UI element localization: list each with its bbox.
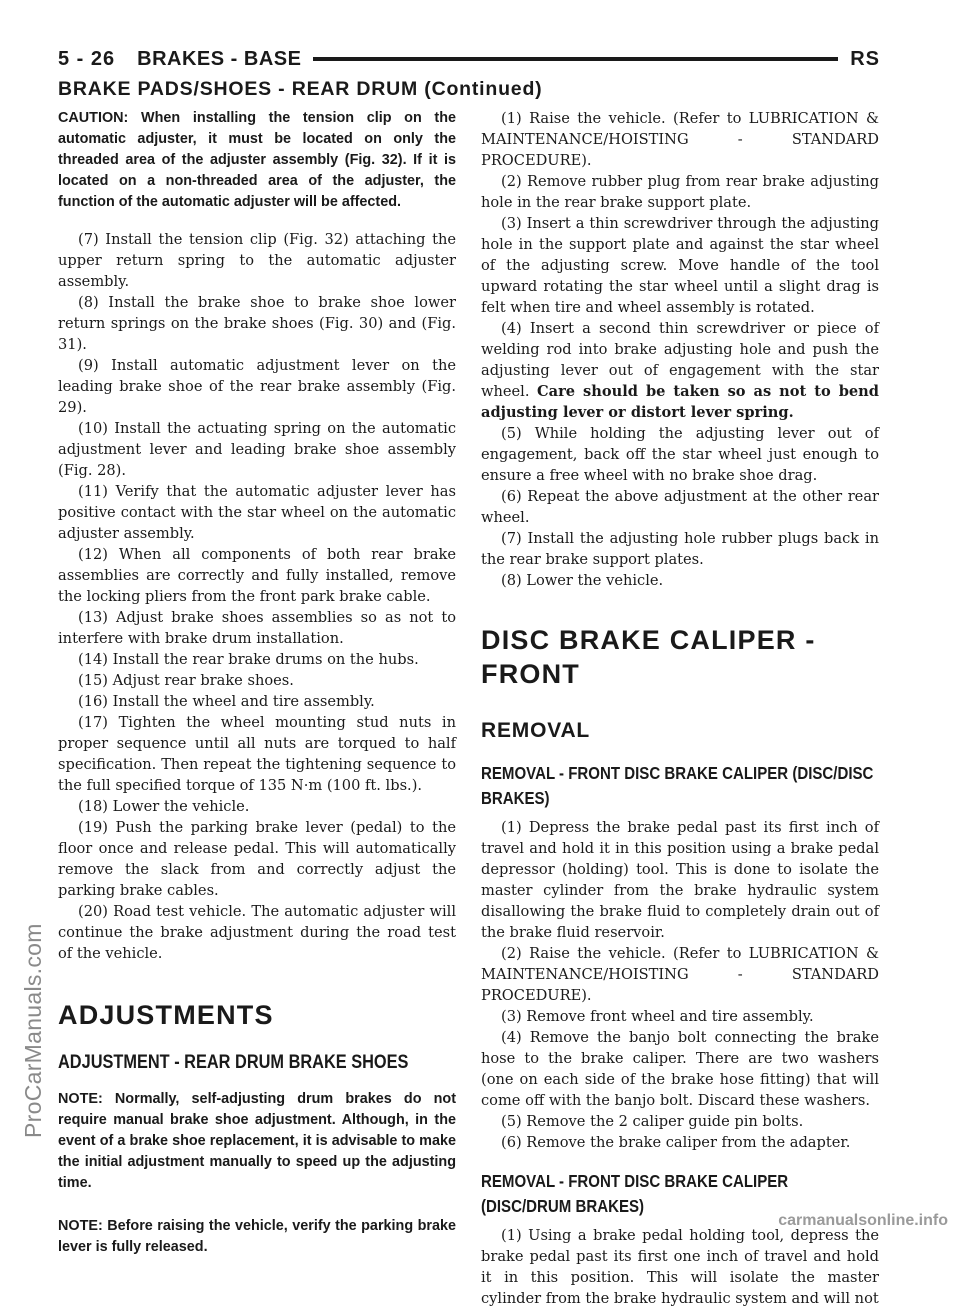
install-step: (7) Install the tension clip (Fig. 32) attaching the upper return spring to the automatic adjuster assembly. [58, 231, 456, 290]
install-step: (19) Push the parking brake lever (pedal) to the floor once and release pedal. This will automatically remove the slack from and correctly adjust the parking brake cables. [58, 819, 456, 899]
install-step: (13) Adjust brake shoes assemblies so as not to interfere with brake drum installation. [58, 609, 456, 647]
removal-step: (2) Raise the vehicle. (Refer to LUBRICATION & MAINTENANCE/HOISTING - STANDARD PROCEDURE). [481, 945, 879, 1004]
install-step: (18) Lower the vehicle. [78, 798, 250, 815]
adjust-step: (7) Install the adjusting hole rubber plugs back in the rear brake support plates. [481, 530, 879, 568]
adjust-step: (6) Repeat the above adjustment at the other rear wheel. [481, 488, 879, 526]
section-name: BRAKES - BASE [137, 47, 302, 70]
install-step: (15) Adjust rear brake shoes. [78, 672, 294, 689]
model-code: RS [850, 47, 880, 70]
removal-step: (5) Remove the 2 caliper guide pin bolts. [501, 1113, 804, 1130]
adjust-step: (3) Insert a thin screwdriver through the adjusting hole in the support plate and against the star wheel of the adjusting screw. Move handle of the tool upward rotating the star wheel until a slight drag is felt when tire and wheel assembly is rotated. [481, 215, 879, 316]
left-column [58, 108, 456, 1280]
removal-heading: REMOVAL [481, 719, 591, 742]
install-step: (12) When all components of both rear brake assemblies are correctly and fully installed, remove the locking pliers from the front park brake cable. [58, 546, 456, 605]
adjust-step-4-text: (4) Insert a second thin screwdriver or piece of welding rod into brake adjusting hole and push the adjusting lever out of engagement with the star wheel. [481, 320, 879, 400]
removal-step: (1) Using a brake pedal holding tool, depress the brake pedal past its first one inch of travel and hold it in this position. This will isolate the master cylinder from the brake hydraulic system and will not [481, 1227, 879, 1307]
adjust-step: (8) Lower the vehicle. [501, 572, 664, 589]
removal-step: (4) Remove the banjo bolt connecting the brake hose to the brake caliper. There are two washers (one on each side of the brake hose fitting) that will come off with the banjo bolt. Discard these washers. [481, 1029, 879, 1109]
adjust-step: (1) Raise the vehicle. (Refer to LUBRICATION & MAINTENANCE/HOISTING - STANDARD PROCEDURE). [481, 110, 879, 169]
adjustment-subheading: ADJUSTMENT - REAR DRUM BRAKE SHOES [58, 1052, 409, 1073]
install-step: (20) Road test vehicle. The automatic adjuster will continue the brake adjustment during the road test of the vehicle. [58, 903, 456, 962]
removal-disc-disc-heading: REMOVAL - FRONT DISC BRAKE CALIPER (DISC/DISC BRAKES) [481, 763, 874, 808]
caution-text: CAUTION: When installing the tension clip on the automatic adjuster, it must be located on only the threaded area of the adjuster assembly (Fig. 32). If it is located on a non-threaded area of the adjuster, the function of the automatic adjuster will be affected. [58, 110, 456, 210]
install-step: (17) Tighten the wheel mounting stud nuts in proper sequence until all nuts are torqued to half specification. Then repeat the tightening sequence to the full specified torque of 135 N·m (100 ft. lbs.). [58, 714, 456, 794]
install-step: (11) Verify that the automatic adjuster lever has positive contact with the star wheel on the automatic adjuster assembly. [58, 483, 456, 542]
disc-brake-caliper-heading: DISC BRAKE CALIPER - FRONT [481, 625, 816, 689]
adjust-step-4 [481, 318, 879, 423]
install-step: (14) Install the rear brake drums on the hubs. [78, 651, 419, 668]
page-header [58, 42, 880, 76]
adjustments-heading: ADJUSTMENTS [58, 1000, 274, 1030]
install-step: (16) Install the wheel and tire assembly. [78, 693, 375, 710]
header-rule [313, 57, 838, 61]
adjust-step: (2) Remove rubber plug from rear brake adjusting hole in the rear brake support plate. [481, 173, 879, 211]
page-number: 5 - 26 [58, 47, 116, 70]
install-step: (10) Install the actuating spring on the automatic adjustment lever and leading brake shoe assembly (Fig. 28). [58, 420, 456, 479]
install-step: (8) Install the brake shoe to brake shoe lower return springs on the brake shoes (Fig. 30) and (Fig. 31). [58, 294, 456, 353]
note-parking-brake: NOTE: Before raising the vehicle, verify the parking brake lever is fully released. [58, 1218, 456, 1255]
continued-section-title: BRAKE PADS/SHOES - REAR DRUM (Continued) [58, 78, 543, 100]
footer-watermark: carmanualsonline.info [778, 1212, 948, 1229]
note-self-adjusting: NOTE: Normally, self-adjusting drum brakes do not require manual brake shoe adjustment. Although, in the event of a brake shoe replacement, it is advisable to make the initial adjustment manually to speed up the adjusting time. [58, 1091, 456, 1191]
install-step: (9) Install automatic adjustment lever on the leading brake shoe of the rear brake assembly (Fig. 29). [58, 357, 456, 416]
adjust-step-4-warning: Care should be taken so as not to bend adjusting lever or distort lever spring. [481, 383, 879, 421]
adjust-step: (5) While holding the adjusting lever out of engagement, back off the star wheel just enough to ensure a free wheel with no brake shoe drag. [481, 425, 879, 484]
right-column [481, 108, 879, 1309]
watermark: ProCarManuals.com [20, 923, 46, 1138]
removal-step: (6) Remove the brake caliper from the adapter. [501, 1134, 851, 1151]
removal-step: (3) Remove front wheel and tire assembly. [501, 1008, 814, 1025]
removal-step: (1) Depress the brake pedal past its first inch of travel and hold it in this position using a brake pedal depressor (holding) tool. This is done to isolate the master cylinder from the brake hydraulic system disallowing the brake fluid to completely drain out of the brake fluid reservoir. [481, 819, 879, 941]
removal-disc-drum-heading: REMOVAL - FRONT DISC BRAKE CALIPER (DISC/DRUM BRAKES) [481, 1171, 789, 1216]
